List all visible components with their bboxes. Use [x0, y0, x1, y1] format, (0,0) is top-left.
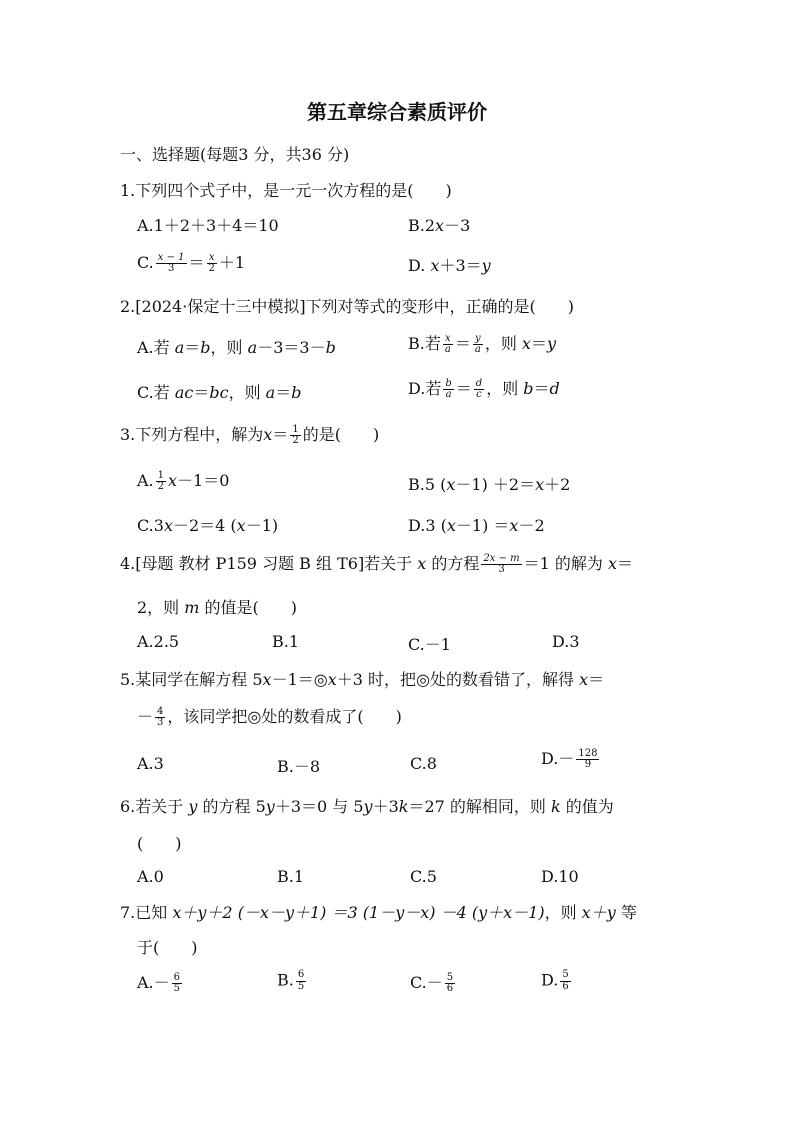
q7-option-d: D. $\frac{5}{6}$	[541, 969, 569, 992]
q3-option-a: A. $\frac{1}{2}$ x－1＝0	[137, 469, 230, 492]
question-1-stem: 1.下列四个式子中，是一元一次方程的是( )	[120, 181, 452, 200]
q7-option-c: C.－ $\frac{5}{6}$	[410, 971, 454, 994]
question-7-stem-line-2: 于( )	[137, 938, 198, 957]
q5-option-d: D.－ $\frac{128}{9}$	[541, 747, 598, 770]
q3-option-b: B.5 (x－1) ＋2＝x＋2	[408, 475, 571, 494]
section-heading: 一、选择题(每题3 分，共36 分)	[120, 145, 350, 164]
q1-option-d: D. x＋3＝y	[408, 256, 491, 275]
q1-option-c: C. $\frac{x - 1}{3}$ ＝ $\frac{x}{2}$ ＋1	[137, 251, 246, 274]
question-5-stem-line-1: 5.某同学在解方程 5x－1＝◎x＋3 时，把◎处的数看错了，解得 x＝	[120, 670, 605, 689]
fraction: $\frac{1}{2}$	[292, 423, 299, 446]
question-4-stem-line-2: 2，则 m 的值是( )	[137, 598, 298, 617]
q2-option-a: A.若 a＝b，则 a－3＝3－b	[137, 338, 336, 357]
fraction: $\frac{2x - m}{3}$	[483, 552, 520, 575]
fraction: $\frac{x}{a}$	[444, 332, 451, 355]
fraction: $\frac{5}{6}$	[446, 971, 454, 994]
fraction: $\frac{y}{a}$	[474, 332, 481, 355]
q7-option-b: B. $\frac{6}{5}$	[277, 969, 305, 992]
q7-option-a: A.－ $\frac{6}{5}$	[137, 971, 181, 994]
q4-option-a: A.2.5	[137, 632, 180, 651]
q2-option-c: C.若 ac＝bc，则 a＝b	[137, 383, 302, 402]
fraction: $\frac{1}{2}$	[157, 469, 165, 492]
question-3-stem: 3.下列方程中，解为x＝ $\frac{1}{2}$ 的是( )	[120, 423, 380, 446]
question-5-stem-line-2: － $\frac{4}{3}$ ，该同学把◎处的数看成了( )	[137, 705, 402, 728]
q1-option-b: B.2x－3	[408, 216, 471, 235]
q6-option-c: C.5	[410, 867, 437, 886]
fraction: $\frac{x - 1}{3}$	[157, 251, 185, 274]
question-6-stem-line-1: 6.若关于 y 的方程 5y＋3＝0 与 5y＋3k＝27 的解相同，则 k 的值为	[120, 797, 614, 816]
fraction: $\frac{128}{9}$	[578, 747, 598, 770]
question-6-stem-line-2: ( )	[137, 834, 182, 853]
q5-option-b: B.－8	[277, 757, 321, 776]
q2-option-b: B.若 $\frac{x}{a}$ ＝ $\frac{y}{a}$ ，则 x＝y	[408, 332, 556, 355]
q6-option-a: A.0	[137, 867, 164, 886]
fraction: $\frac{6}{5}$	[297, 969, 305, 992]
question-2-stem: 2.[2024·保定十三中模拟]下列对等式的变形中，正确的是( )	[120, 297, 575, 316]
fraction: $\frac{5}{6}$	[562, 969, 569, 992]
q6-option-d: D.10	[541, 867, 579, 886]
q2-option-d: D.若 $\frac{b}{a}$ ＝ $\frac{d}{c}$ ，则 b＝d	[408, 377, 560, 400]
fraction: $\frac{d}{c}$	[475, 377, 483, 400]
q5-option-a: A.3	[137, 754, 164, 773]
q4-option-d: D.3	[552, 632, 580, 651]
page-title: 第五章综合素质评价	[307, 100, 487, 124]
q5-option-c: C.8	[410, 754, 437, 773]
q3-option-d: D.3 (x－1) ＝x－2	[408, 516, 545, 535]
q4-option-c: C.－1	[408, 635, 451, 654]
fraction: $\frac{6}{5}$	[173, 971, 181, 994]
q6-option-b: B.1	[277, 867, 305, 886]
q3-option-c: C.3x－2＝4 (x－1)	[137, 516, 279, 535]
fraction: $\frac{4}{3}$	[157, 705, 164, 728]
q1-option-a: A.1＋2＋3＋4＝10	[137, 216, 279, 235]
q4-option-b: B.1	[272, 632, 300, 651]
fraction: $\frac{x}{2}$	[208, 251, 215, 274]
question-4-stem-line-1: 4.[母题 教材 P159 习题 B 组 T6]若关于 x 的方程 $\frac{2x - m}{3}$ ＝1 的解为 x＝	[120, 552, 634, 575]
question-7-stem-line-1: 7.已知 x＋y＋2 (－x－y＋1) ＝3 (1－y－x) －4 (y＋x－1)，则 x＋y 等	[120, 903, 637, 922]
fraction: $\frac{b}{a}$	[445, 377, 452, 400]
